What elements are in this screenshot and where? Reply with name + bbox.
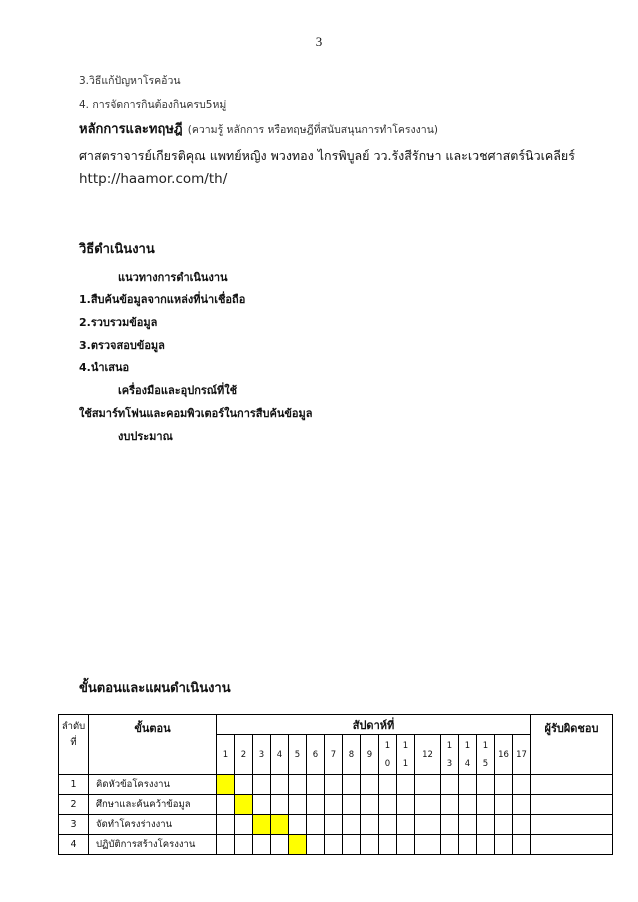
week-cell	[253, 795, 271, 815]
week-cell	[397, 835, 415, 855]
week-cell	[235, 775, 253, 795]
week-cell	[361, 815, 379, 835]
week-cell	[379, 815, 397, 835]
week-cell	[495, 835, 513, 855]
week-cell	[343, 835, 361, 855]
week-header-16: 16	[495, 735, 513, 775]
tools-title: เครื่องมือและอุปกรณ์ที่ใช้	[118, 384, 238, 397]
plan-row	[59, 775, 613, 795]
plan-row-no: 1	[59, 775, 89, 795]
plan-row-owner	[531, 835, 613, 855]
week-cell	[343, 815, 361, 835]
intro-line-4: 4. การจัดการกินต้องกินครบ5หมู่	[79, 99, 227, 111]
week-cell	[415, 795, 441, 815]
col-step-header: ขั้นตอน	[89, 715, 217, 775]
theory-source: ศาสตราจารย์เกียรติคุณ แพทย์หญิง พวงทอง ไกรพิบูลย์ วว.รังสีรักษา และเวชศาสตร์นิวเคลียร์	[79, 148, 575, 163]
week-header-10: 1 0	[379, 735, 397, 775]
week-cell	[513, 795, 531, 815]
col-no-line1: ลำดับ	[61, 721, 86, 732]
week-cell	[441, 775, 459, 795]
week-cell	[325, 815, 343, 835]
theory-url[interactable]: http://haamor.com/th/	[79, 171, 228, 187]
week-header-17: 17	[513, 735, 531, 775]
week-cell	[289, 775, 307, 795]
week-cell	[495, 775, 513, 795]
week-cell	[379, 795, 397, 815]
week-cell	[459, 835, 477, 855]
week-cell	[495, 795, 513, 815]
week-header-5: 5	[289, 735, 307, 775]
col-no-header	[59, 715, 89, 775]
week-cell-active	[289, 835, 307, 855]
week-cell-active	[271, 815, 289, 835]
week-cell	[415, 775, 441, 795]
week-header-7: 7	[325, 735, 343, 775]
week-cell	[361, 795, 379, 815]
week-cell	[217, 835, 235, 855]
approach-title: แนวทางการดำเนินงาน	[118, 271, 228, 284]
plan-row	[59, 815, 613, 835]
plan-row-step: จัดทำโครงร่างงาน	[89, 815, 217, 835]
week-cell	[441, 815, 459, 835]
week-cell	[271, 795, 289, 815]
week-header-13: 1 3	[441, 735, 459, 775]
week-cell	[235, 835, 253, 855]
week-header-12: 12	[415, 735, 441, 775]
week-cell	[513, 775, 531, 795]
week-header-15: 1 5	[477, 735, 495, 775]
week-cell	[307, 835, 325, 855]
plan-row-step: คิดหัวข้อโครงงาน	[89, 775, 217, 795]
method-heading: วิธีดำเนินงาน	[79, 242, 155, 257]
plan-row	[59, 835, 613, 855]
plan-heading: ขั้นตอนและแผนดำเนินงาน	[79, 681, 231, 696]
week-cell	[459, 795, 477, 815]
tools-text: ใช้สมาร์ทโฟนและคอมพิวเตอร์ในการสืบค้นข้อมูล	[79, 407, 313, 420]
week-header-3: 3	[253, 735, 271, 775]
plan-row-no: 4	[59, 835, 89, 855]
week-cell	[289, 815, 307, 835]
week-cell	[343, 775, 361, 795]
plan-row-owner	[531, 795, 613, 815]
week-cell-active	[235, 795, 253, 815]
week-header-8: 8	[343, 735, 361, 775]
plan-row-step: ปฏิบัติการสร้างโครงงาน	[89, 835, 217, 855]
week-cell	[253, 835, 271, 855]
week-cell	[361, 775, 379, 795]
theory-heading: หลักการและทฤษฎี	[79, 122, 183, 137]
week-header-11: 1 1	[397, 735, 415, 775]
week-cell	[307, 815, 325, 835]
method-step-2: 2.รวบรวมข้อมูล	[79, 316, 158, 329]
week-cell	[415, 835, 441, 855]
week-cell	[495, 815, 513, 835]
plan-table	[58, 714, 613, 855]
method-step-3: 3.ตรวจสอบข้อมูล	[79, 339, 165, 352]
week-cell	[513, 835, 531, 855]
week-cell	[361, 835, 379, 855]
plan-row-owner	[531, 815, 613, 835]
plan-row-owner	[531, 775, 613, 795]
week-cell	[271, 775, 289, 795]
week-cell	[477, 815, 495, 835]
week-header-9: 9	[361, 735, 379, 775]
week-cell	[441, 795, 459, 815]
plan-row-no: 2	[59, 795, 89, 815]
week-cell	[253, 775, 271, 795]
week-cell	[459, 775, 477, 795]
week-cell	[415, 815, 441, 835]
week-cell	[513, 815, 531, 835]
week-cell	[307, 795, 325, 815]
page-number: 3	[315, 34, 323, 49]
week-cell	[325, 775, 343, 795]
week-cell	[235, 815, 253, 835]
week-cell	[343, 795, 361, 815]
theory-heading-line	[79, 118, 438, 139]
week-cell-active	[217, 775, 235, 795]
col-weeks-header: สัปดาห์ที่	[217, 715, 531, 735]
method-step-1: 1.สืบค้นข้อมูลจากแหล่งที่น่าเชื่อถือ	[79, 293, 246, 306]
week-cell	[441, 835, 459, 855]
week-header-6: 6	[307, 735, 325, 775]
week-header-2: 2	[235, 735, 253, 775]
week-header-4: 4	[271, 735, 289, 775]
week-cell	[217, 815, 235, 835]
week-cell	[477, 795, 495, 815]
intro-line-3: 3.วิธีแก้ปัญหาโรคอ้วน	[79, 75, 181, 87]
week-cell	[477, 775, 495, 795]
week-cell	[397, 815, 415, 835]
week-cell	[379, 835, 397, 855]
week-cell	[325, 835, 343, 855]
budget-title: งบประมาณ	[118, 430, 173, 443]
week-cell	[307, 775, 325, 795]
week-cell	[217, 795, 235, 815]
week-cell	[271, 835, 289, 855]
week-cell	[379, 775, 397, 795]
week-cell	[459, 815, 477, 835]
method-step-4: 4.นำเสนอ	[79, 361, 130, 374]
col-owner-header: ผู้รับผิดชอบ	[531, 715, 613, 775]
plan-row-step: ศึกษาและค้นคว้าข้อมูล	[89, 795, 217, 815]
week-cell	[477, 835, 495, 855]
week-cell	[325, 795, 343, 815]
plan-row-no: 3	[59, 815, 89, 835]
week-cell-active	[253, 815, 271, 835]
week-header-1: 1	[217, 735, 235, 775]
plan-row	[59, 795, 613, 815]
week-cell	[397, 795, 415, 815]
theory-note: (ความรู้ หลักการ หรือทฤษฎีที่สนับสนุนการทำโครงงาน)	[187, 124, 438, 136]
week-cell	[289, 795, 307, 815]
col-no-line2: ที่	[70, 737, 77, 748]
week-cell	[397, 775, 415, 795]
week-header-14: 1 4	[459, 735, 477, 775]
